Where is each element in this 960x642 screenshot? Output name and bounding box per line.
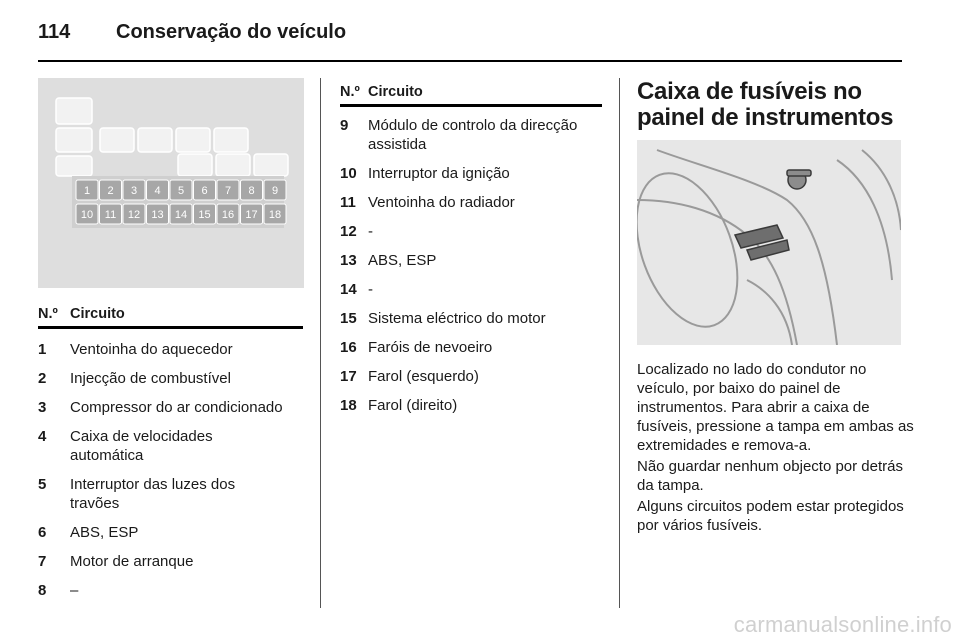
table-row [340,338,602,357]
fuse-table-left [38,300,303,600]
fuse-number: 2 [38,370,47,387]
fuse-slot-label: 13 [151,209,164,221]
relay-slot [214,128,248,152]
fuse-circuit: Interruptor das luzes dos travões [70,476,236,512]
description-paragraph: Localizado no lado do condutor no veículo, por baixo do painel de instrumentos. Para abrir a caixa de fusíveis, pressione a tampa em ambas as extremidades e remova-a. [637,361,914,454]
col-header-number: N.º [38,306,58,322]
fuse-slot-label: 1 [83,185,91,197]
relay-slot [254,154,288,176]
table-row [38,340,303,359]
fuse-slot-label: 3 [130,185,138,197]
fuse-number: 6 [38,524,47,541]
table-row [340,309,602,328]
fuse-slot-label: 10 [80,209,94,221]
fuse-slot-label: 17 [245,209,258,221]
fuse-circuit: – [70,582,79,599]
fuse-table-right [340,78,602,415]
table-row [340,116,602,154]
fuse-circuit: Farol (direito) [368,397,458,414]
table-row [340,251,602,270]
fuse-circuit: Ventoinha do radiador [368,194,515,211]
fuse-number: 8 [38,582,47,599]
table-row [38,427,303,465]
fuse-slot-label: 5 [177,185,185,197]
fuse-slot-label: 6 [201,185,208,197]
table-header [38,300,303,329]
relay-slot [176,128,210,152]
fuse-number: 11 [340,194,356,211]
fuse-slot-label: 11 [104,209,117,221]
relay-slot [100,128,134,152]
fuse-slot-label: 2 [107,185,114,197]
col-header-circuit: Circuito [368,84,423,100]
fuse-slot-label: 8 [248,185,255,197]
page-number: 114 [38,21,71,43]
fuse-slot-label: 15 [198,209,211,221]
table-row [340,193,602,212]
fuse-number: 5 [38,476,47,493]
page-header [38,20,902,62]
fuse-number: 17 [340,368,357,385]
fuse-circuit: Módulo de controlo da direcção assistida [368,117,578,153]
fuse-circuit: - [368,223,373,240]
fuse-circuit: Sistema eléctrico do motor [368,310,546,327]
fuse-box-location-photo [637,140,901,345]
fuse-circuit: Motor de arranque [70,553,194,570]
fuse-slot-label: 9 [271,185,279,197]
fuse-box-svg [38,78,304,288]
relay-slot [56,98,92,124]
table-row [38,475,303,513]
relay-slot [178,154,212,176]
fuse-circuit: - [368,281,373,298]
fuse-slot-label: 18 [268,209,282,221]
fuse-circuit: Interruptor da ignição [368,165,510,182]
fuse-number: 4 [38,428,47,445]
fuse-circuit: ABS, ESP [368,252,437,269]
table-header [340,78,602,107]
fuse-slot-label: 7 [224,185,232,197]
table-row [340,222,602,241]
fuse-number: 14 [340,281,357,298]
relay-slot [56,156,92,176]
fuse-circuit: Faróis de nevoeiro [368,339,493,356]
fuse-number: 10 [340,165,357,182]
fuse-circuit: Ventoinha do aquecedor [70,341,233,358]
note-paragraph: Alguns circuitos podem estar protegidos por vários fusíveis. [637,498,904,534]
dashboard-illustration [637,140,901,345]
fuse-circuit: Compressor do ar condicionado [70,399,283,416]
fuse-number: 9 [340,117,349,134]
relay-slot [216,154,250,176]
table-row [38,552,303,571]
fuse-number: 18 [340,397,357,414]
table-row [38,398,303,417]
fuse-number: 16 [340,339,357,356]
fuse-slot-label: 4 [154,185,161,197]
fuse-slot-label: 14 [174,209,188,221]
table-row [340,280,602,299]
fuse-number: 3 [38,399,47,416]
section-heading: Caixa de fusíveis no painel de instrumentos [637,78,894,131]
fuse-number: 1 [38,341,47,358]
table-row [38,581,303,600]
table-row [38,523,303,542]
table-row [340,164,602,183]
fuse-circuit: ABS, ESP [70,524,139,541]
fuse-circuit: Farol (esquerdo) [368,368,479,385]
fuse-box-diagram [38,78,304,288]
relay-slot [56,128,92,152]
col-header-circuit: Circuito [70,306,125,322]
fuse-number: 12 [340,223,357,240]
table-row [340,367,602,386]
table-row [340,396,602,415]
column-divider-right [619,78,620,608]
warning-paragraph: Não guardar nenhum objecto por detrás da tampa. [637,458,904,494]
fuse-number: 7 [38,553,47,570]
col-header-number: N.º [340,84,360,100]
watermark: carmanualsonline.info [733,612,952,637]
fuse-slot-label: 16 [221,209,235,221]
relay-slot [138,128,172,152]
column-divider-left [320,78,321,608]
table-row [38,369,303,388]
fuse-number: 15 [340,310,357,327]
fuse-slot-label: 12 [127,209,141,221]
page-title: Conservação do veículo [116,21,347,43]
fuse-circuit: Caixa de velocidades automática [70,428,213,464]
fuse-circuit: Injecção de combustível [70,370,231,387]
fuse-number: 13 [340,252,357,269]
